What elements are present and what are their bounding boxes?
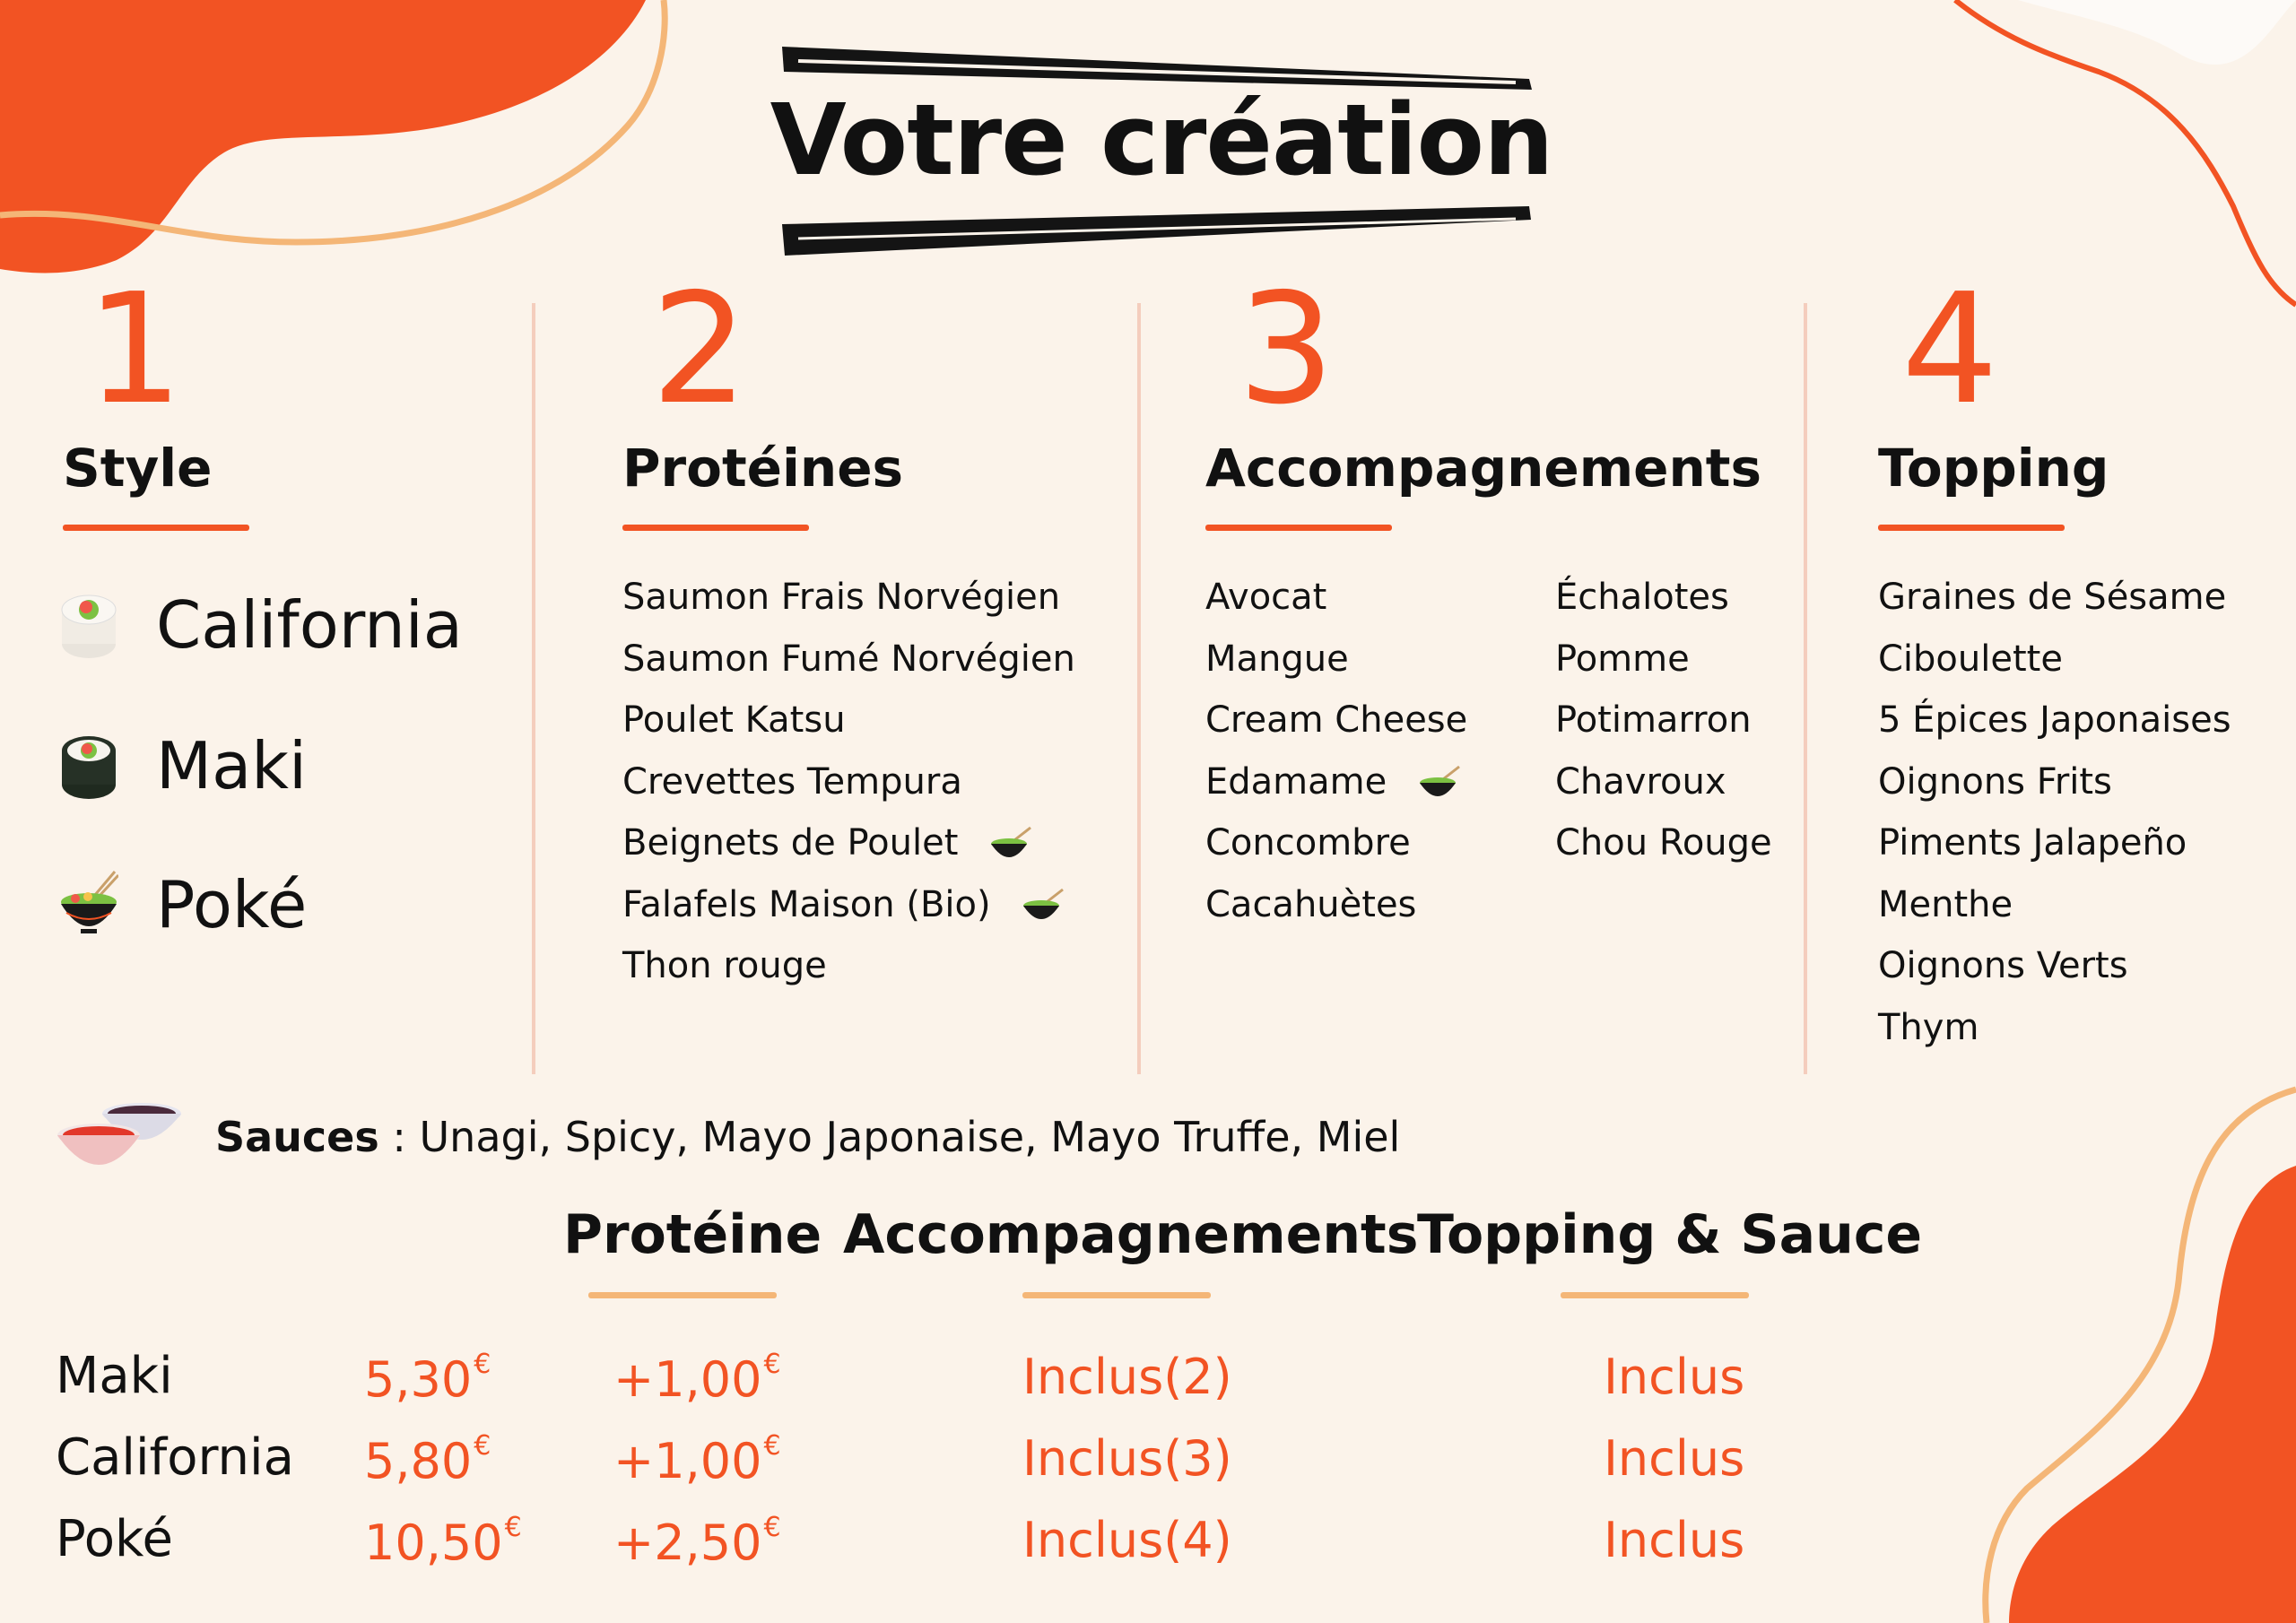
header-underline: [1561, 1292, 1749, 1298]
list-item: [1555, 567, 1772, 629]
item-label: Pomme: [1555, 638, 1690, 680]
protein-price: [613, 1349, 781, 1408]
item-label: Thon rouge: [622, 945, 827, 986]
sauces-line: [215, 1113, 1400, 1161]
base-price: [364, 1430, 491, 1489]
item-label: Potimarron: [1555, 699, 1752, 741]
poke-bowl-icon: [59, 870, 118, 940]
sides-price: Inclus(2): [1022, 1349, 1232, 1405]
list-item: [1205, 751, 1467, 813]
topping-list: [1878, 567, 2231, 1058]
price-value: 5,30: [364, 1351, 473, 1408]
item-label: 5 Épices Japonaises: [1878, 699, 2231, 741]
sides-price: Inclus(3): [1022, 1430, 1232, 1487]
column-divider: [532, 303, 535, 1074]
list-item: [1555, 690, 1772, 751]
sauce-bowls-icon: [54, 1094, 187, 1175]
page-title: Votre création: [770, 82, 1553, 197]
item-label: Concombre: [1205, 822, 1411, 864]
list-item: [1555, 629, 1772, 690]
sauces-label: Sauces: [215, 1113, 379, 1161]
topping-price: Inclus: [1604, 1430, 1745, 1487]
item-label: Beignets de Poulet: [622, 822, 959, 864]
price-value: 10,50: [364, 1515, 503, 1571]
item-label: Oignons Verts: [1878, 945, 2128, 986]
maki-roll-icon: [59, 731, 118, 801]
currency-symbol: €: [474, 1349, 491, 1380]
list-item: [1205, 690, 1467, 751]
item-label: Cacahuètes: [1205, 883, 1417, 925]
step-heading-topping: Topping: [1878, 438, 2109, 499]
list-item: [622, 935, 1075, 997]
column-divider: [1137, 303, 1141, 1074]
list-item: [1878, 997, 2231, 1059]
row-name: Maki: [56, 1347, 173, 1405]
currency-symbol: €: [474, 1430, 491, 1462]
style-label: California: [156, 587, 463, 663]
item-label: Avocat: [1205, 577, 1327, 618]
item-label: Oignons Frits: [1878, 760, 2112, 803]
list-item: [1878, 751, 2231, 813]
list-item: [622, 629, 1075, 690]
item-label: Poulet Katsu: [622, 699, 846, 741]
protein-price: [613, 1512, 781, 1571]
item-label: Chavroux: [1555, 760, 1726, 803]
list-item: [622, 751, 1075, 813]
header-underline: [1022, 1292, 1211, 1298]
sides-list-1: [1205, 567, 1467, 935]
currency-symbol: €: [763, 1512, 781, 1543]
step-number-3: 3: [1238, 261, 1335, 438]
list-item: [622, 874, 1075, 936]
style-option-california: [59, 587, 463, 663]
step-number-4: 4: [1901, 261, 1999, 438]
poke-bowl-icon: [1418, 765, 1461, 803]
item-label: Piments Jalapeño: [1878, 822, 2187, 864]
protein-price: [613, 1430, 781, 1489]
step-heading-sides: Accompagnements: [1205, 438, 1762, 499]
list-item: [622, 690, 1075, 751]
list-item: [1878, 874, 2231, 936]
price-value: +1,00: [613, 1433, 762, 1489]
list-item: [1205, 812, 1467, 874]
item-label: Cream Cheese: [1205, 699, 1468, 741]
step-number-1: 1: [86, 261, 184, 438]
poke-bowl-icon: [989, 826, 1032, 864]
currency-symbol: €: [504, 1512, 522, 1543]
list-item: [1878, 935, 2231, 997]
item-label: Thym: [1878, 1006, 1979, 1048]
style-label: Poké: [156, 867, 308, 942]
sauces-list: : Unagi, Spicy, Mayo Japonaise, Mayo Truffe, Miel: [378, 1113, 1401, 1161]
list-item: [1878, 629, 2231, 690]
california-roll-icon: [59, 590, 118, 660]
heading-underline: [1205, 525, 1392, 531]
protein-list: [622, 567, 1075, 997]
list-item: [1878, 690, 2231, 751]
currency-symbol: €: [763, 1430, 781, 1462]
step-number-2: 2: [651, 261, 749, 438]
price-value: +1,00: [613, 1351, 762, 1408]
topping-price: Inclus: [1604, 1349, 1745, 1405]
list-item: [1878, 812, 2231, 874]
price-header-protein: Protéine: [563, 1203, 822, 1266]
price-value: +2,50: [613, 1515, 762, 1571]
item-label: Saumon Fumé Norvégien: [622, 638, 1075, 680]
base-price: [364, 1512, 522, 1571]
list-item: [622, 812, 1075, 874]
item-label: Chou Rouge: [1555, 822, 1772, 864]
item-label: Ciboulette: [1878, 638, 2063, 680]
sides-list-2: [1555, 567, 1772, 874]
item-label: Menthe: [1878, 883, 2013, 925]
heading-underline: [1878, 525, 2065, 531]
row-name: California: [56, 1428, 294, 1487]
item-label: Crevettes Tempura: [622, 760, 962, 803]
heading-underline: [622, 525, 809, 531]
base-price: [364, 1349, 491, 1408]
currency-symbol: €: [763, 1349, 781, 1380]
list-item: [1878, 567, 2231, 629]
list-item: [1205, 874, 1467, 936]
item-label: Mangue: [1205, 638, 1349, 680]
topping-price: Inclus: [1604, 1512, 1745, 1568]
style-option-maki: [59, 728, 307, 803]
price-value: 5,80: [364, 1433, 473, 1489]
item-label: Edamame: [1205, 760, 1387, 803]
heading-underline: [63, 525, 249, 531]
step-heading-style: Style: [63, 438, 213, 499]
price-header-sides: Accompagnements: [843, 1203, 1419, 1266]
column-divider: [1804, 303, 1807, 1074]
item-label: Graines de Sésame: [1878, 577, 2227, 618]
poke-bowl-icon: [1022, 888, 1065, 925]
style-label: Maki: [156, 728, 307, 803]
style-option-poke: [59, 867, 307, 942]
list-item: [1205, 629, 1467, 690]
list-item: [1205, 567, 1467, 629]
list-item: [622, 567, 1075, 629]
item-label: Échalotes: [1555, 577, 1729, 618]
sides-price: Inclus(4): [1022, 1512, 1232, 1568]
list-item: [1555, 751, 1772, 813]
row-name: Poké: [56, 1510, 173, 1568]
list-item: [1555, 812, 1772, 874]
step-heading-proteins: Protéines: [622, 438, 904, 499]
header-underline: [588, 1292, 777, 1298]
item-label: Saumon Frais Norvégien: [622, 577, 1061, 618]
price-header-topping: Topping & Sauce: [1417, 1203, 1923, 1266]
item-label: Falafels Maison (Bio): [622, 883, 991, 925]
